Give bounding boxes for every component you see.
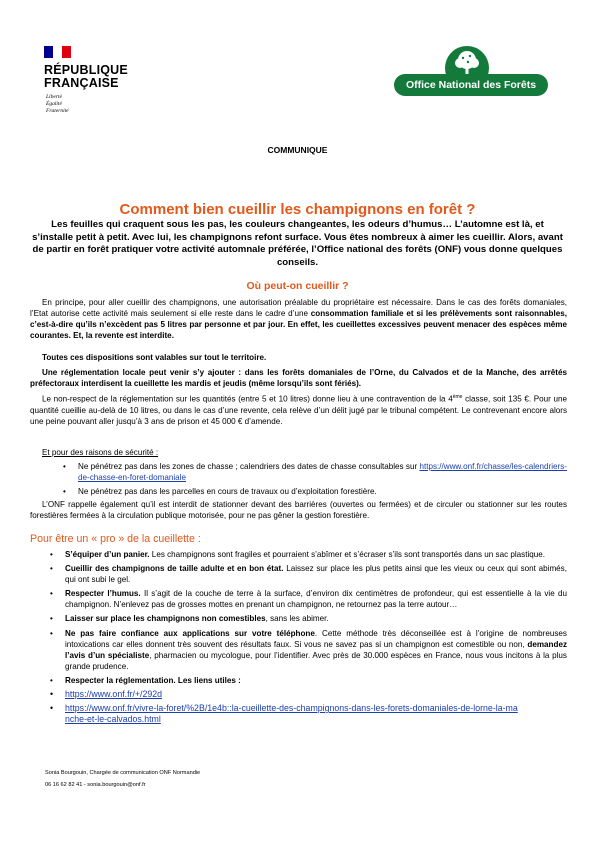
intro-paragraph: Les feuilles qui craquent sous les pas, les couleurs changeantes, les odeurs d’humus… L’automne est là, et s’installe petit à petit. Avec lui, les champignons refont surface. Vous êtes nombreux à aimer les cueillir. Alors, avant de partir en forêt pratiquer votre activité automnale préférée, l’Office national des forêts (ONF) vous donne quelques conseils. bbox=[32, 219, 563, 268]
signature-name: Sonia Bourgouin, Chargée de communication ONF Normandie bbox=[45, 770, 201, 776]
list-item bbox=[63, 461, 567, 483]
tip-bold: S’équiper d’un panier. bbox=[65, 550, 150, 559]
bullet-icon: • bbox=[63, 487, 66, 497]
section-title-where: Où peut-on cueillir ? bbox=[246, 280, 349, 292]
security-item-text: Ne pénétrez pas dans les zones de chasse ; calendriers des dates de chasse consultables sur bbox=[78, 462, 420, 471]
page-title: Comment bien cueillir les champignons en forêt ? bbox=[119, 201, 476, 218]
security-title: Et pour des raisons de sécurité : bbox=[42, 448, 159, 457]
bullet-icon: • bbox=[50, 628, 53, 638]
onf-name: Office National des Forêts bbox=[394, 74, 548, 96]
republique-flag-icon bbox=[44, 46, 71, 58]
paragraph-parking: L’ONF rappelle également qu’il est interdit de stationner devant des barrières (ouvertes ou fermées) et de circuler ou stationner sur les routes forestières fermées à la circulation publique motorisée, pour ne pas gêner la gestion forestière. bbox=[30, 500, 567, 521]
bullet-icon: • bbox=[50, 675, 53, 685]
rf-motto-fraternite: Fraternité bbox=[46, 108, 69, 114]
list-item bbox=[50, 588, 567, 610]
penalties-sup: ème bbox=[452, 394, 463, 400]
republique-francaise-logo bbox=[44, 64, 128, 90]
rf-title-line1: RÉPUBLIQUE bbox=[44, 63, 128, 77]
tip-bold: Cueillir des champignons de taille adulte et en bon état. bbox=[65, 564, 284, 574]
tips-list bbox=[50, 549, 567, 725]
list-item bbox=[50, 549, 567, 560]
onf-mushroom-article-link[interactable]: https://www.onf.fr/vivre-la-foret/%2B/1e4b::la-cueillette-des-champignons-dans-les-forets-domaniales-de-lorne-la-manche-et-le-calvados.html bbox=[65, 703, 518, 725]
bullet-icon: • bbox=[63, 462, 66, 471]
bullet-icon: • bbox=[50, 614, 53, 624]
rf-title-line2: FRANÇAISE bbox=[44, 76, 119, 90]
security-list bbox=[63, 461, 567, 497]
paragraph-territory: Toutes ces dispositions sont valables sur tout le territoire. bbox=[42, 353, 267, 362]
tip-bold-2: demandez l’avis d’un spécialiste bbox=[65, 639, 567, 660]
penalties-b: classe, soit 135 €. Pour une quantité cueillie au-delà de 10 litres, ou dans le cas d’une revente, cela relève d’un délit jugé par le tribunal compétent. Le contrevenant encore alors une peine pouvant aller jusqu’à 3 ans de prison et 45 000 € d’amende. bbox=[30, 394, 567, 426]
list-item bbox=[50, 689, 567, 700]
paragraph-authorization-b: consommation familiale et si les prélèvements sont raisonnables, c’est-à-dire qu’ils n’excèdent pas 5 litres par personne et par jour. En effet, les cueillettes excessives peuvent menacer des espèces même courantes. Et, la revente est interdite. bbox=[30, 309, 568, 341]
bullet-icon: • bbox=[50, 703, 54, 714]
hunting-calendar-link[interactable]: https://www.onf.fr/chasse/les-calendriers-de-chasse-en-foret-domaniale bbox=[78, 462, 567, 483]
tip-text: , sans les abimer. bbox=[265, 614, 329, 624]
tip-bold: Respecter la réglementation. Les liens utiles : bbox=[65, 675, 241, 685]
section-title-pro: Pour être un « pro » de la cueillette : bbox=[30, 533, 201, 545]
list-item bbox=[50, 563, 567, 585]
onf-logo bbox=[394, 46, 548, 100]
paragraph-authorization bbox=[30, 297, 567, 341]
signature-contact: 06 16 62 82 41 - sonia.bourgouin@onf.fr bbox=[45, 782, 146, 788]
tip-text-2: , pharmacien ou mycologue, pour l’identifier. Avec près de 30.000 espèces en France, nous vous incitons à la plus grande prudence. bbox=[65, 650, 567, 671]
tip-bold: Ne pas faire confiance aux applications sur votre téléphone bbox=[65, 628, 315, 638]
rf-motto-egalite: Égalité bbox=[46, 101, 62, 107]
paragraph-penalties bbox=[30, 392, 567, 427]
bullet-icon: • bbox=[50, 564, 53, 574]
list-item bbox=[50, 675, 567, 686]
list-item bbox=[63, 486, 567, 497]
security-item-text: Ne pénétrez pas dans les parcelles en cours de travaux ou d’exploitation forestière. bbox=[78, 487, 377, 497]
tip-text: Laissez sur place les plus petits ainsi que les vieux ou ceux qui sont abimés, qui ont subi le gel. bbox=[65, 564, 567, 585]
paragraph-local-rules: Une réglementation locale peut venir s’y ajouter : dans les forêts domaniales de l’Orne, du Calvados et de la Manche, des arrêtés préfectoraux interdisent la cueillette les mardis et jeudis (même lorsqu’ils sont fériés). bbox=[30, 368, 567, 389]
tip-text: Les champignons sont fragiles et pourraient s’abîmer et s’écraser s’ils sont transportés dans un sac plastique. bbox=[149, 550, 546, 559]
list-item bbox=[50, 613, 567, 624]
paragraph-authorization-a: En principe, pour aller cueillir des champignons, une autorisation préalable du propriétaire est nécessaire. Dans le cas des forêts domaniales, l’Etat autorise cette activité mais seulement si elle reste dans le cadre d’une bbox=[30, 298, 567, 319]
tip-bold: Laisser sur place les champignons non comestibles bbox=[65, 614, 266, 624]
onf-short-link[interactable]: https://www.onf.fr/+/292d bbox=[65, 689, 163, 700]
tip-text: . Cette méthode très déconseillée est à l’origine de nombreuses intoxications car elles donnent très souvent des résultats faux. Si vous ne savez pas si un champignon est comestible ou non, bbox=[65, 628, 567, 649]
list-item bbox=[50, 703, 520, 725]
penalties-a: Le non-respect de la réglementation sur les quantités (entre 5 et 10 litres) donne lieu à une contravention de la 4 bbox=[42, 394, 453, 404]
tip-bold: Respecter l’humus. bbox=[65, 589, 141, 599]
bullet-icon: • bbox=[50, 589, 53, 599]
rf-motto-liberte: Liberté bbox=[46, 94, 62, 100]
bullet-icon: • bbox=[50, 689, 54, 700]
tip-text: Il s’agit de la couche de terre à la surface, d’environ dix centimètres de profondeur, qui est essentielle à la vie du champignon. N’enlevez pas de grosses mottes en prenant un champignon, ne retournez pas la terre autour… bbox=[65, 589, 567, 610]
rf-motto bbox=[46, 94, 69, 115]
list-item bbox=[50, 628, 567, 672]
bullet-icon: • bbox=[50, 550, 53, 559]
communique-label: COMMUNIQUE bbox=[267, 145, 328, 155]
